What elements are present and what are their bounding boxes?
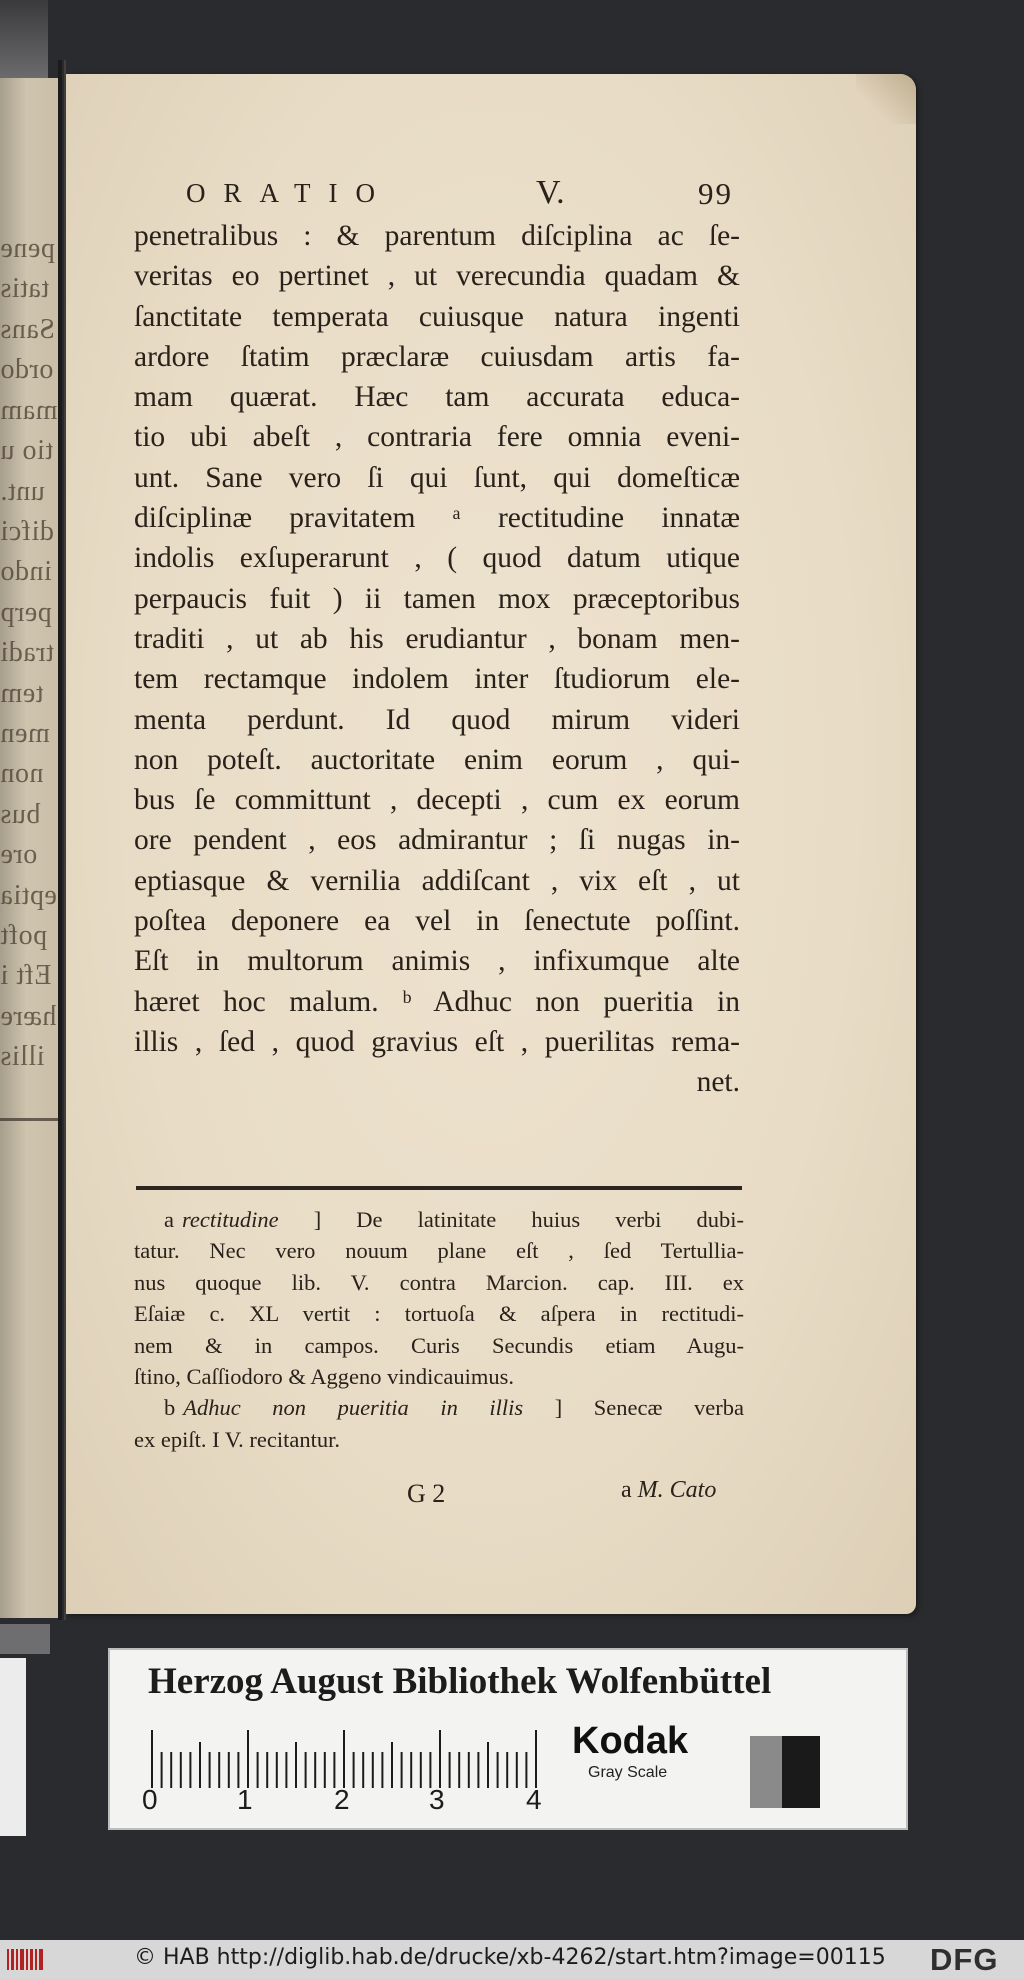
signature-mark: G 2 [407, 1479, 446, 1508]
catchword-text: M. Cato [637, 1477, 717, 1503]
body-line: menta perdunt. Id quod mirum videri [134, 703, 740, 736]
dfg-logo: DFG [930, 1942, 999, 1977]
body-text [134, 216, 740, 1103]
body-line: bus ſe committunt , decepti , cum ex eorum [134, 784, 740, 817]
catchword-prefix: a [621, 1477, 632, 1503]
body-line: illis , ſed , quod gravius eſt , puerilitas rema- [134, 1025, 740, 1058]
body-line: ſanctitate temperata cuiusque natura ingenti [134, 300, 740, 333]
footnote-line [134, 1298, 744, 1329]
left-card-shadow [0, 1624, 50, 1654]
ruler-label: 0 [142, 1784, 158, 1815]
body-line: poſtea deponere ea vel in ſenectute poſſint. [134, 905, 740, 938]
kodak-brand: Kodak [572, 1720, 689, 1762]
footnote-line [134, 1267, 744, 1298]
body-line: unt. Sane vero ſi qui ſunt, qui domeſticæ [134, 461, 740, 494]
body-line: veritas eo pertinet , ut verecundia quadam & [134, 260, 740, 293]
body-line: perpaucis fuit ) ii tamen mox præceptoribus [134, 582, 740, 615]
footnote-text: nus quoque lib. V. contra Marcion. cap. III. ex [134, 1269, 744, 1295]
black-swatch [782, 1736, 820, 1808]
page-corner-wear [856, 74, 916, 124]
footnote-text: Eſaiæ c. XL vertit : tortuoſa & aſpera in rectitudi- [134, 1301, 744, 1327]
body-line: Eſt in multorum animis , infixumque alte [134, 945, 740, 978]
footnote-line [134, 1235, 744, 1266]
ruler-scale [150, 1728, 540, 1788]
body-line: mam quærat. Hæc tam accurata educa- [134, 381, 740, 414]
body-line: net. [696, 1066, 740, 1099]
footnote-text: ex epiſt. I V. recitantur. [134, 1426, 340, 1452]
body-line: tio ubi abeſt , contraria fere omnia eveni- [134, 421, 740, 454]
running-head-numeral: V. [536, 174, 565, 211]
body-line: traditi , ut ab his erudiantur , bonam men- [134, 622, 740, 655]
ruler-label: 1 [237, 1784, 253, 1815]
footnote-text: tatur. Nec vero nouum plane eſt , ſed Tertullia- [134, 1238, 744, 1264]
hab-barcode-logo-icon [6, 1946, 46, 1973]
book-page [66, 74, 916, 1614]
body-line: indolis exſuperarunt , ( quod datum utique [134, 542, 740, 575]
previous-page-rule [0, 1118, 60, 1121]
body-line: eptiasque & vernilia addiſcant , vix eſt , ut [134, 864, 740, 897]
footnote-text: nem & in campos. Curis Secundis etiam Augu- [134, 1332, 744, 1358]
gray-scale-label: Gray Scale [588, 1764, 668, 1781]
previous-page-edge [0, 0, 48, 78]
footnote-line [134, 1424, 744, 1455]
previous-page-sliver: pene tatis Sans ordo mam tio u unt. difci indo perp tradi tem men non bus ore eptia poft Eft i hære illis [0, 78, 60, 1618]
body-line: hæret hoc malum. ᵇ Adhuc non pueritia in [134, 985, 740, 1018]
footnote-marker: b [164, 1395, 176, 1421]
page-number: 99 [698, 176, 733, 211]
ruler-label: 4 [526, 1784, 542, 1815]
footnote-text: ] De latinitate huius verbi dubi- [278, 1207, 744, 1232]
footnote-marker: a [164, 1207, 174, 1232]
footnote-line [134, 1361, 744, 1392]
body-line: ardore ſtatim præclaræ cuiusdam artis fa- [134, 340, 740, 373]
footnote-lemma: rectitudine [182, 1207, 279, 1232]
footnote-text: ] Senecæ verba [523, 1395, 744, 1421]
footnote-line [134, 1330, 744, 1361]
footnote-line [134, 1392, 744, 1423]
footnote-rule [136, 1186, 742, 1190]
catchword [621, 1477, 716, 1504]
footer-citation-link[interactable]: © HAB http://diglib.hab.de/drucke/xb-4262/start.htm?image=00115 [134, 1945, 886, 1970]
footnote-line [134, 1204, 744, 1235]
body-line: tem rectamque indolem inter ſtudiorum ele- [134, 663, 740, 696]
footnote-lemma: Adhuc non pueritia in illis [183, 1395, 524, 1421]
footer-bar [0, 1940, 1024, 1979]
body-line: diſciplinæ pravitatem ᵃ rectitudine innatæ [134, 502, 740, 535]
running-head: ORATIO [186, 178, 393, 208]
footnote-text: ſtino, Caſſiodoro & Aggeno vindicauimus. [134, 1363, 514, 1389]
body-line: penetralibus : & parentum diſciplina ac ſe- [134, 220, 740, 252]
ruler-label: 3 [429, 1784, 445, 1815]
ruler-label: 2 [334, 1784, 350, 1815]
left-card-fragment [0, 1658, 26, 1836]
binding-shadow [58, 60, 62, 1620]
body-line: non poteſt. auctoritate enim eorum , qui- [134, 743, 740, 776]
gray-swatch [750, 1736, 782, 1808]
body-line: ore pendent , eos admirantur ; ſi nugas in- [134, 824, 740, 857]
color-calibration-card [108, 1648, 908, 1830]
footnotes [134, 1204, 744, 1455]
card-title: Herzog August Bibliothek Wolfenbüttel [148, 1661, 772, 1702]
